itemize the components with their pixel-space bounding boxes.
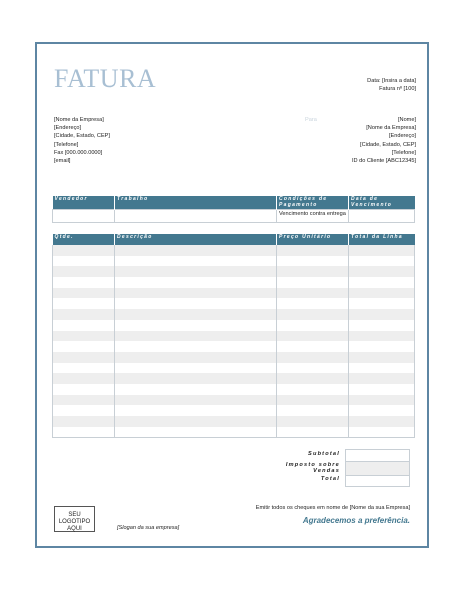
cell-descricao[interactable]	[115, 373, 277, 384]
cell-preco[interactable]	[277, 266, 349, 277]
table-row	[53, 331, 415, 342]
cell-preco[interactable]	[277, 309, 349, 320]
sender-email[interactable]: [email]	[54, 158, 71, 165]
cell-descricao[interactable]	[115, 288, 277, 299]
cell-total-linha[interactable]	[349, 288, 415, 299]
table-row	[53, 288, 415, 299]
cell-descricao[interactable]	[115, 341, 277, 352]
cell-descricao[interactable]	[115, 416, 277, 427]
cell-descricao[interactable]	[115, 363, 277, 374]
tax-value[interactable]	[346, 461, 410, 475]
header-trabalho: Trabalho	[115, 196, 277, 210]
job-table	[52, 196, 415, 223]
table-row	[53, 405, 415, 416]
cell-descricao[interactable]	[115, 395, 277, 406]
tax-label: Imposto sobre Vendas	[285, 462, 340, 475]
table-row	[53, 277, 415, 288]
sender-phone[interactable]: [Telefone]	[54, 141, 79, 148]
cell-descricao[interactable]	[115, 427, 277, 438]
header-vendedor: Vendedor	[53, 196, 115, 210]
tax-row	[280, 461, 410, 475]
items-body	[53, 245, 415, 437]
cell-preco[interactable]	[277, 363, 349, 374]
cell-total-linha[interactable]	[349, 277, 415, 288]
cell-preco[interactable]	[277, 256, 349, 267]
cell-qtde[interactable]	[53, 427, 115, 438]
table-row	[53, 245, 415, 256]
header-vencimento: Data de Vencimento	[349, 196, 415, 210]
cell-descricao[interactable]	[115, 320, 277, 331]
recipient-company[interactable]: [Nome da Empresa]	[366, 125, 416, 132]
header-descricao: Descrição	[115, 234, 277, 245]
cell-total-linha[interactable]	[349, 352, 415, 363]
cell-qtde[interactable]	[53, 288, 115, 299]
totals-table	[280, 449, 411, 487]
sender-block	[54, 116, 110, 165]
header-condicoes: Condições de Pagamento	[277, 196, 349, 210]
items-table	[52, 234, 415, 438]
cell-descricao[interactable]	[115, 352, 277, 363]
cell-qtde[interactable]	[53, 266, 115, 277]
sender-fax[interactable]: Fax [000.000.0000]	[54, 149, 103, 156]
table-row	[53, 309, 415, 320]
cell-descricao[interactable]	[115, 266, 277, 277]
cell-total-linha[interactable]	[349, 298, 415, 309]
table-row	[53, 395, 415, 406]
cell-preco[interactable]	[277, 277, 349, 288]
cell-total-linha[interactable]	[349, 373, 415, 384]
cell-preco[interactable]	[277, 331, 349, 342]
recipient-phone[interactable]: [Telefone]	[391, 149, 416, 156]
table-row	[53, 363, 415, 374]
cell-total-linha[interactable]	[349, 266, 415, 277]
cell-descricao[interactable]	[115, 245, 277, 256]
cell-descricao[interactable]	[115, 384, 277, 395]
cell-qtde[interactable]	[53, 405, 115, 416]
cell-total-linha[interactable]	[349, 245, 415, 256]
logo-placeholder[interactable]: SEU LOGOTIPO AQUI	[54, 506, 95, 532]
cell-qtde[interactable]	[53, 320, 115, 331]
cell-descricao[interactable]	[115, 405, 277, 416]
recipient-address[interactable]: [Endereço]	[388, 133, 416, 140]
cell-qtde[interactable]	[53, 277, 115, 288]
cell-qtde[interactable]	[53, 416, 115, 427]
cell-qtde[interactable]	[53, 309, 115, 320]
table-row	[53, 320, 415, 331]
cell-qtde[interactable]	[53, 341, 115, 352]
header-qtde: Qtde.	[53, 234, 115, 245]
cell-total-linha[interactable]	[349, 331, 415, 342]
sender-city[interactable]: [Cidade, Estado, CEP]	[54, 133, 110, 140]
recipient-city[interactable]: [Cidade, Estado, CEP]	[360, 141, 416, 148]
table-row	[53, 256, 415, 267]
subtotal-value[interactable]	[346, 450, 410, 462]
cell-total-linha[interactable]	[349, 416, 415, 427]
total-value[interactable]	[346, 475, 410, 487]
table-row	[53, 266, 415, 277]
cell-preco[interactable]	[277, 352, 349, 363]
table-row	[53, 416, 415, 427]
cell-total-linha[interactable]	[349, 395, 415, 406]
cell-preco[interactable]	[277, 245, 349, 256]
cell-qtde[interactable]	[53, 245, 115, 256]
recipient-block	[352, 116, 416, 165]
cell-qtde[interactable]	[53, 395, 115, 406]
cell-condicoes[interactable]: Vencimento contra entrega	[277, 210, 349, 223]
cell-total-linha[interactable]	[349, 320, 415, 331]
total-row	[280, 475, 410, 487]
cell-total-linha[interactable]	[349, 384, 415, 395]
cheque-note: Emitir todos os cheques em nome de [Nome da sua Empresa]	[255, 505, 410, 511]
cell-descricao[interactable]	[115, 298, 277, 309]
recipient-client-id[interactable]: ID do Cliente [ABC12345]	[351, 158, 416, 165]
invoice-date[interactable]: Data: [Insira a data]	[367, 78, 416, 84]
total-label: Total	[320, 476, 340, 483]
cell-total-linha[interactable]	[349, 341, 415, 352]
table-row	[53, 341, 415, 352]
header-total-linha: Total da Linha	[349, 234, 415, 245]
cell-preco[interactable]	[277, 341, 349, 352]
job-row	[53, 210, 415, 223]
cell-descricao[interactable]	[115, 309, 277, 320]
invoice-page	[35, 42, 429, 548]
cell-total-linha[interactable]	[349, 427, 415, 438]
invoice-meta	[367, 77, 416, 93]
subtotal-label: Subtotal	[308, 450, 340, 457]
cell-descricao[interactable]	[115, 277, 277, 288]
cell-vencimento[interactable]	[349, 210, 415, 223]
recipient-label: Para	[305, 117, 317, 123]
cell-qtde[interactable]	[53, 352, 115, 363]
cell-vendedor[interactable]	[53, 210, 115, 223]
thanks-message: Agradecemos a preferência.	[302, 516, 410, 525]
cell-descricao[interactable]	[115, 331, 277, 342]
table-row	[53, 427, 415, 438]
cell-qtde[interactable]	[53, 373, 115, 384]
cell-qtde[interactable]	[53, 363, 115, 374]
table-row	[53, 352, 415, 363]
cell-preco[interactable]	[277, 298, 349, 309]
cell-trabalho[interactable]	[115, 210, 277, 223]
cell-qtde[interactable]	[53, 298, 115, 309]
cell-total-linha[interactable]	[349, 363, 415, 374]
table-row	[53, 384, 415, 395]
cell-qtde[interactable]	[53, 331, 115, 342]
cell-preco[interactable]	[277, 427, 349, 438]
invoice-number[interactable]: Fatura nº [100]	[379, 86, 416, 93]
cell-preco[interactable]	[277, 395, 349, 406]
cell-preco[interactable]	[277, 405, 349, 416]
company-slogan[interactable]: [Slogan da sua empresa]	[117, 525, 180, 531]
header-preco: Preço Unitário	[277, 234, 349, 245]
cell-qtde[interactable]	[53, 256, 115, 267]
cell-total-linha[interactable]	[349, 256, 415, 267]
sender-company[interactable]: [Nome da Empresa]	[54, 117, 104, 123]
cell-total-linha[interactable]	[349, 405, 415, 416]
sender-address[interactable]: [Endereço]	[54, 125, 82, 132]
cell-preco[interactable]	[277, 416, 349, 427]
invoice-title: FATURA	[54, 64, 157, 93]
cell-total-linha[interactable]	[349, 309, 415, 320]
cell-preco[interactable]	[277, 384, 349, 395]
recipient-name[interactable]: [Nome]	[397, 117, 416, 123]
subtotal-row	[280, 450, 410, 462]
cell-preco[interactable]	[277, 373, 349, 384]
cell-preco[interactable]	[277, 320, 349, 331]
cell-descricao[interactable]	[115, 256, 277, 267]
table-row	[53, 373, 415, 384]
table-row	[53, 298, 415, 309]
cell-preco[interactable]	[277, 288, 349, 299]
cell-qtde[interactable]	[53, 384, 115, 395]
